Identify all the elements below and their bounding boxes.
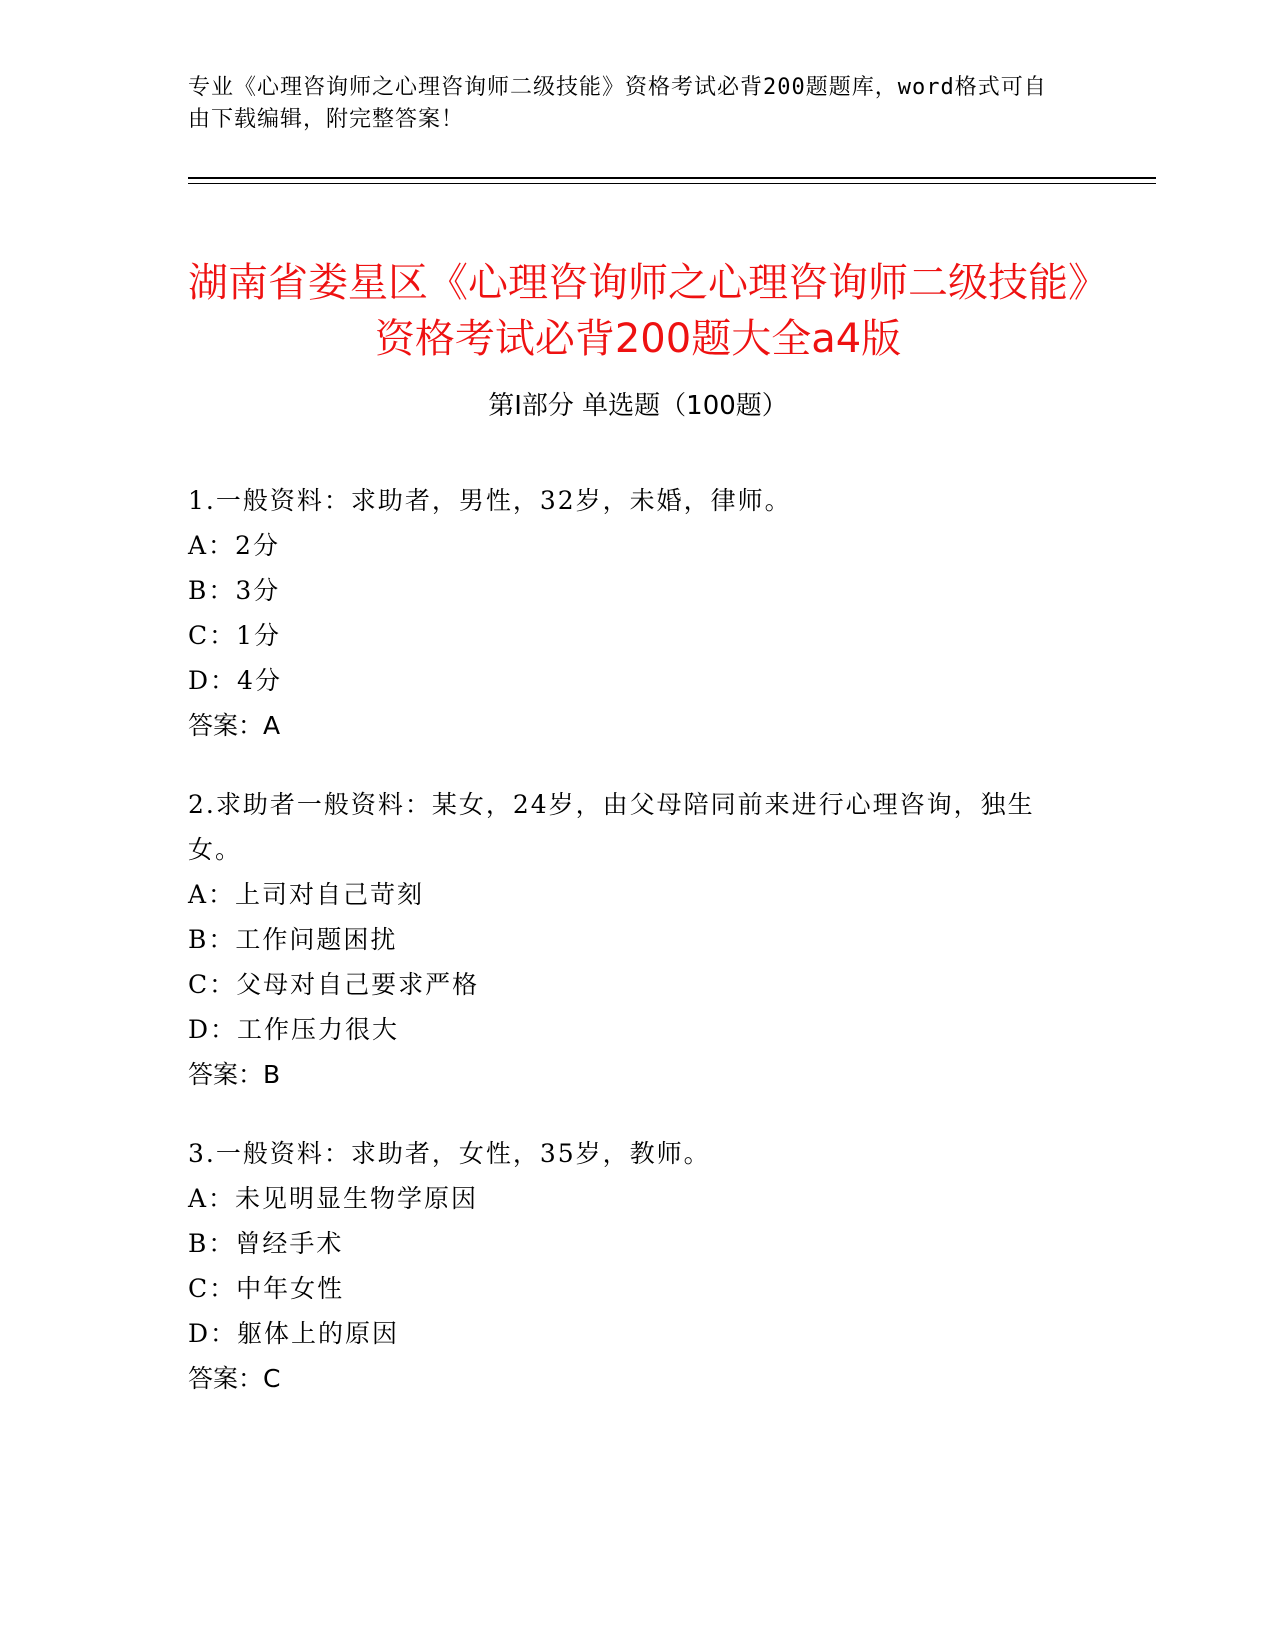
option-b: B：工作问题困扰 [188, 925, 398, 954]
question-stem: 2.求助者一般资料：某女，24岁，由父母陪同前来进行心理咨询，独生女。 [188, 790, 1035, 864]
header-note: 专业《心理咨询师之心理咨询师二级技能》资格考试必背200题题库，word格式可自由下载编辑，附完整答案！ [188, 75, 1047, 132]
question-2 [188, 782, 1068, 1097]
answer-line: 答案：A [188, 711, 281, 740]
option-c: C：中年女性 [188, 1274, 345, 1303]
question-list [188, 478, 1068, 1435]
option-b: B：3分 [188, 576, 281, 605]
question-stem: 3.一般资料：求助者，女性，35岁，教师。 [188, 1139, 711, 1168]
option-c: C：父母对自己要求严格 [188, 970, 480, 999]
option-c: C：1分 [188, 621, 282, 650]
answer-line: 答案：B [188, 1060, 281, 1089]
header-rule-top [188, 177, 1156, 179]
option-a: A：2分 [188, 531, 280, 560]
question-stem: 1.一般资料：求助者，男性，32岁，未婚，律师。 [188, 486, 792, 515]
header-rule-bottom [188, 183, 1156, 184]
section-heading: 第Ⅰ部分 单选题（100题） [488, 391, 788, 421]
option-a: A：上司对自己苛刻 [188, 880, 425, 909]
question-3 [188, 1131, 1068, 1401]
question-1 [188, 478, 1068, 748]
option-b: B：曾经手术 [188, 1229, 344, 1258]
option-d: D：躯体上的原因 [188, 1319, 400, 1348]
option-a: A：未见明显生物学原因 [188, 1184, 479, 1213]
answer-line: 答案：C [188, 1364, 281, 1393]
option-d: D：4分 [188, 666, 282, 695]
document-title: 湖南省娄星区《心理咨询师之心理咨询师二级技能》资格考试必背200题大全a4版 [188, 259, 1088, 362]
option-d: D：工作压力很大 [188, 1015, 400, 1044]
